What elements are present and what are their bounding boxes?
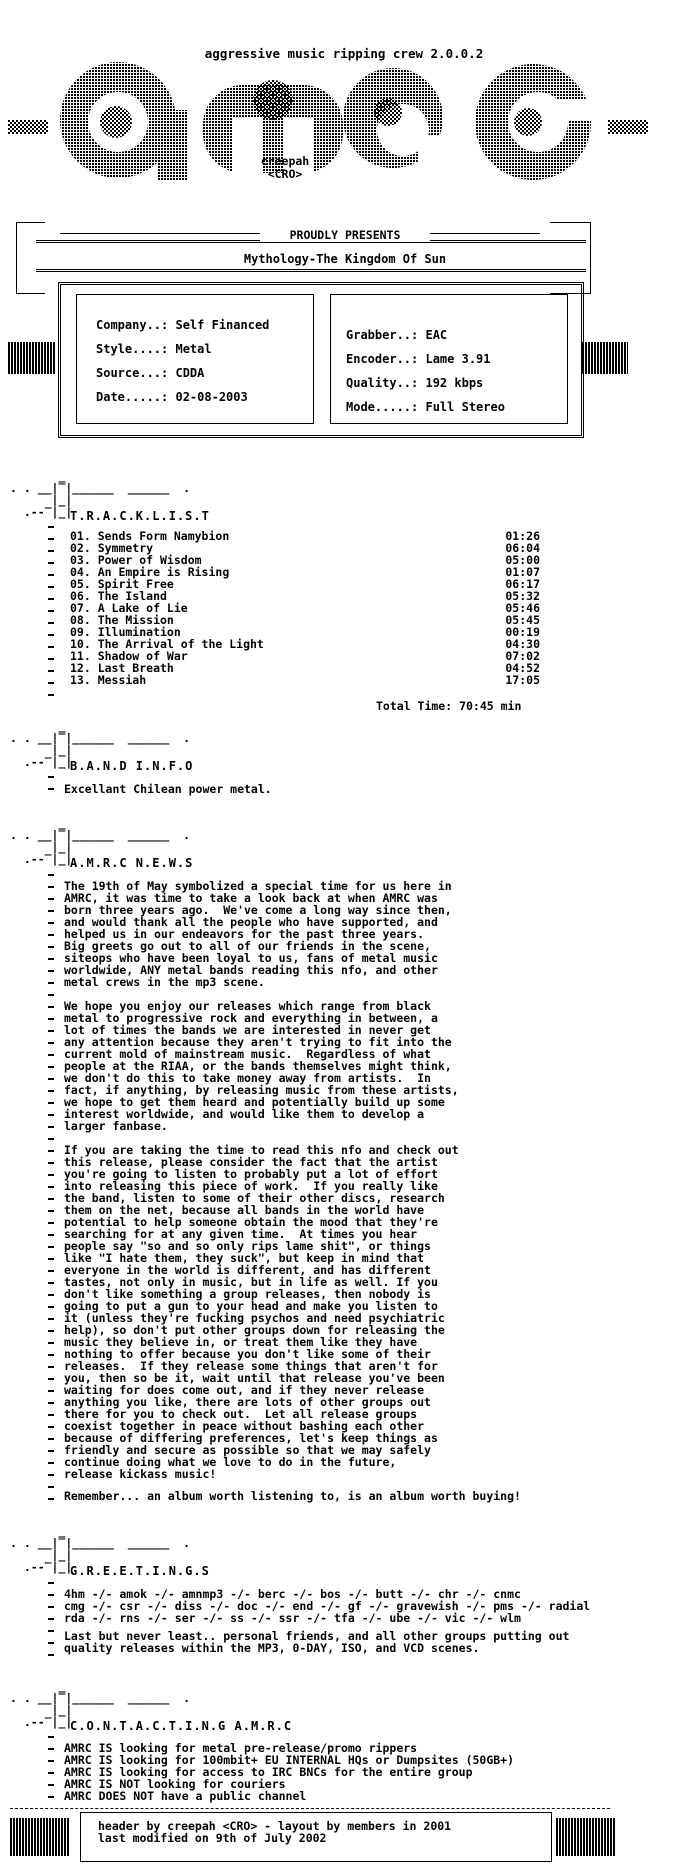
footer-right-bar xyxy=(556,1818,616,1856)
band-info-dots xyxy=(48,776,54,800)
track-duration: 04:30 xyxy=(505,637,540,651)
tracklist-dots xyxy=(48,526,54,696)
footer-left-bar xyxy=(10,1818,70,1856)
track-duration: 05:46 xyxy=(505,601,540,615)
track-duration: 06:17 xyxy=(505,577,540,591)
logo-letter-a xyxy=(60,62,188,180)
track-duration: 06:04 xyxy=(505,541,540,555)
track-duration: 04:52 xyxy=(505,661,540,675)
track-duration: 17:05 xyxy=(505,673,540,687)
track-duration: 01:07 xyxy=(505,565,540,579)
tracklist-divider: _ . . __|‾|______ ______ . |_| .--‾|_| xyxy=(10,469,191,519)
news-paragraph-3: If you are taking the time to read this nfo and check out this release, please consider the fact that the artist you're going to listen to probably put a lot of effort into releasing this piece of work. If you really like the band, listen to some of their other discs, research them on the net, because all bands in the world have potential to help someone obtain the mood that they're searching for at any given time. At times you hear people say "so and so only rips lame shit", or things like "I hate them, they suck", but keep in mind that everyone in the world is different, and has different tastes, not only in music, but in life as well. If you don't like something a group releases, then nobody is going to put a gun to your head and make you listen to it (unless they're fucking psychos and need psychiatric help), so don't put other groups down for releasing the music they believe in, or treat them like they have nothing to offer because you don't like some of their releases. If they release some things that aren't for you, then so be it, wait until that release you've been waiting for does come out, and if they never release anything you like, there are lots of other groups out there for you to check out. Let all release groups coexist together in peace without bashing each other because of differing preferences, let's keep things as friendly and secure as possible so that we may safely continue doing what we love to do in the future, release kickass music! xyxy=(64,1143,459,1481)
track-duration: 07:02 xyxy=(505,649,540,663)
track-duration: 05:32 xyxy=(505,589,540,603)
track-name: 09. Illumination xyxy=(70,625,181,639)
track-name: 02. Symmetry xyxy=(70,541,154,555)
ripper-name: creepah xyxy=(260,154,310,168)
track-duration: 05:00 xyxy=(505,553,540,567)
presents-label: PROUDLY PRESENTS xyxy=(260,228,430,242)
track-name: 12. Last Breath xyxy=(70,661,174,675)
tracklist-title: T.R.A.C.K.L.I.S.T xyxy=(70,509,210,523)
footer-top-rule xyxy=(10,1808,610,1809)
crew-title: aggressive music ripping crew 2.0.0.2 xyxy=(204,46,484,61)
greetings-divider: _ . . __|‾|______ ______ . |_| .--‾|_| xyxy=(10,1524,191,1574)
total-time: Total Time: 70:45 min xyxy=(376,699,522,713)
left-side-bar xyxy=(8,342,56,374)
news-dots xyxy=(48,874,54,1500)
band-info-divider: _ . . __|‾|______ ______ . |_| .--‾|_| xyxy=(10,719,191,769)
info-company: Company..: Self Financed xyxy=(96,318,270,332)
track-duration: 00:19 xyxy=(505,625,540,639)
track-duration: 01:26 xyxy=(505,529,540,543)
track-name: 06. The Island xyxy=(70,589,167,603)
band-info-title: B.A.N.D I.N.F.O xyxy=(70,759,194,773)
footer-modified-line: last modified on 9th of July 2002 xyxy=(98,1831,327,1845)
logo-letter-r xyxy=(343,68,458,185)
info-mode: Mode.....: Full Stereo xyxy=(346,400,505,414)
track-row xyxy=(70,674,540,686)
track-name: 01. Sends Form Namybion xyxy=(70,529,230,543)
track-name: 10. The Arrival of the Light xyxy=(70,637,264,651)
info-encoder: Encoder..: Lame 3.91 xyxy=(346,352,491,366)
info-date: Date.....: 02-08-2003 xyxy=(96,390,248,404)
greetings-title: G.R.E.E.T.I.N.G.S xyxy=(70,1564,210,1578)
footer-credit-line: header by creepah <CRO> - layout by members in 2001 xyxy=(98,1819,452,1833)
release-title: Mythology-The Kingdom Of Sun xyxy=(243,252,447,266)
right-side-bar xyxy=(582,342,628,374)
contacting-divider: _ . . __|‾|______ ______ . |_| .--‾|_| xyxy=(10,1679,191,1729)
contacting-dots xyxy=(48,1736,54,1806)
contacting-title: C.O.N.T.A.C.T.I.N.G A.M.R.C xyxy=(70,1719,293,1733)
ripper-group: <CRO> xyxy=(267,167,303,181)
track-name: 08. The Mission xyxy=(70,613,174,627)
track-name: 05. Spirit Free xyxy=(70,577,174,591)
greetings-groups: 4hm -/- amok -/- amnmp3 -/- berc -/- bos -/- butt -/- chr -/- cnmc cmg -/- csr -/- diss -/- doc -/- end -/- gf -/- gravewish -/- pms -/- radial rda -/- rns -/- ser -/- ss -/- ssr -/- tfa -/- ube -/- vic -/- wlm xyxy=(64,1587,591,1625)
greetings-closing: Last but never least.. personal friends, and all other groups putting out quality releases within the MP3, 0-DAY, ISO, and VCD scenes. xyxy=(64,1629,570,1655)
info-left-frame xyxy=(76,294,314,424)
info-style: Style....: Metal xyxy=(96,342,212,356)
track-duration: 05:45 xyxy=(505,613,540,627)
news-paragraph-1: The 19th of May symbolized a special time for us here in AMRC, it was time to take a look back at when AMRC was born three years ago. We've come a long way since then, and would thank all the people who have supported, and helped us in our endeavors for the past three years. Big greets go out to all of our friends in the scene, siteops who have been loyal to us, fans of metal music worldwide, ANY metal bands reading this nfo, and other metal crews in the mp3 scene. xyxy=(64,879,452,989)
news-paragraph-4: Remember... an album worth listening to, is an album worth buying! xyxy=(64,1489,521,1503)
info-quality: Quality..: 192 kbps xyxy=(346,376,484,390)
track-name: 07. A Lake of Lie xyxy=(70,601,188,615)
news-divider: _ . . __|‾|______ ______ . |_| .--‾|_| xyxy=(10,816,191,866)
info-source: Source...: CDDA xyxy=(96,366,205,380)
greetings-dots xyxy=(48,1582,54,1664)
info-grabber: Grabber..: EAC xyxy=(346,328,448,342)
track-name: 04. An Empire is Rising xyxy=(70,565,230,579)
contacting-lines: AMRC IS looking for metal pre-release/promo rippers AMRC IS looking for 100mbit+ EU INTERNAL HQs or Dumpsites (50GB+) AMRC IS looking for access to IRC BNCs for the entire group AMRC IS NOT looking for couriers AMRC DOES NOT have a public channel xyxy=(64,1741,515,1803)
news-title: A.M.R.C N.E.W.S xyxy=(70,856,194,870)
track-name: 03. Power of Wisdom xyxy=(70,553,202,567)
track-name: 11. Shadow of War xyxy=(70,649,188,663)
ripper-credit xyxy=(240,155,330,181)
logo-letter-c xyxy=(475,64,593,180)
track-name: 13. Messiah xyxy=(70,673,147,687)
news-paragraph-2: We hope you enjoy our releases which range from black metal to progressive rock and everything in between, a lot of times the bands we are interested in never get any attention because they aren't trying to fit into the current mold of mainstream music. Regardless of what people at the RIAA, or the bands themselves might think, we don't do this to take money away from artists. In fact, if anything, by releasing music from these artists, we hope to get them heard and potentially build up some interest worldwide, and would like them to develop a larger fanbase. xyxy=(64,999,459,1133)
band-info-text: Excellant Chilean power metal. xyxy=(64,782,272,796)
